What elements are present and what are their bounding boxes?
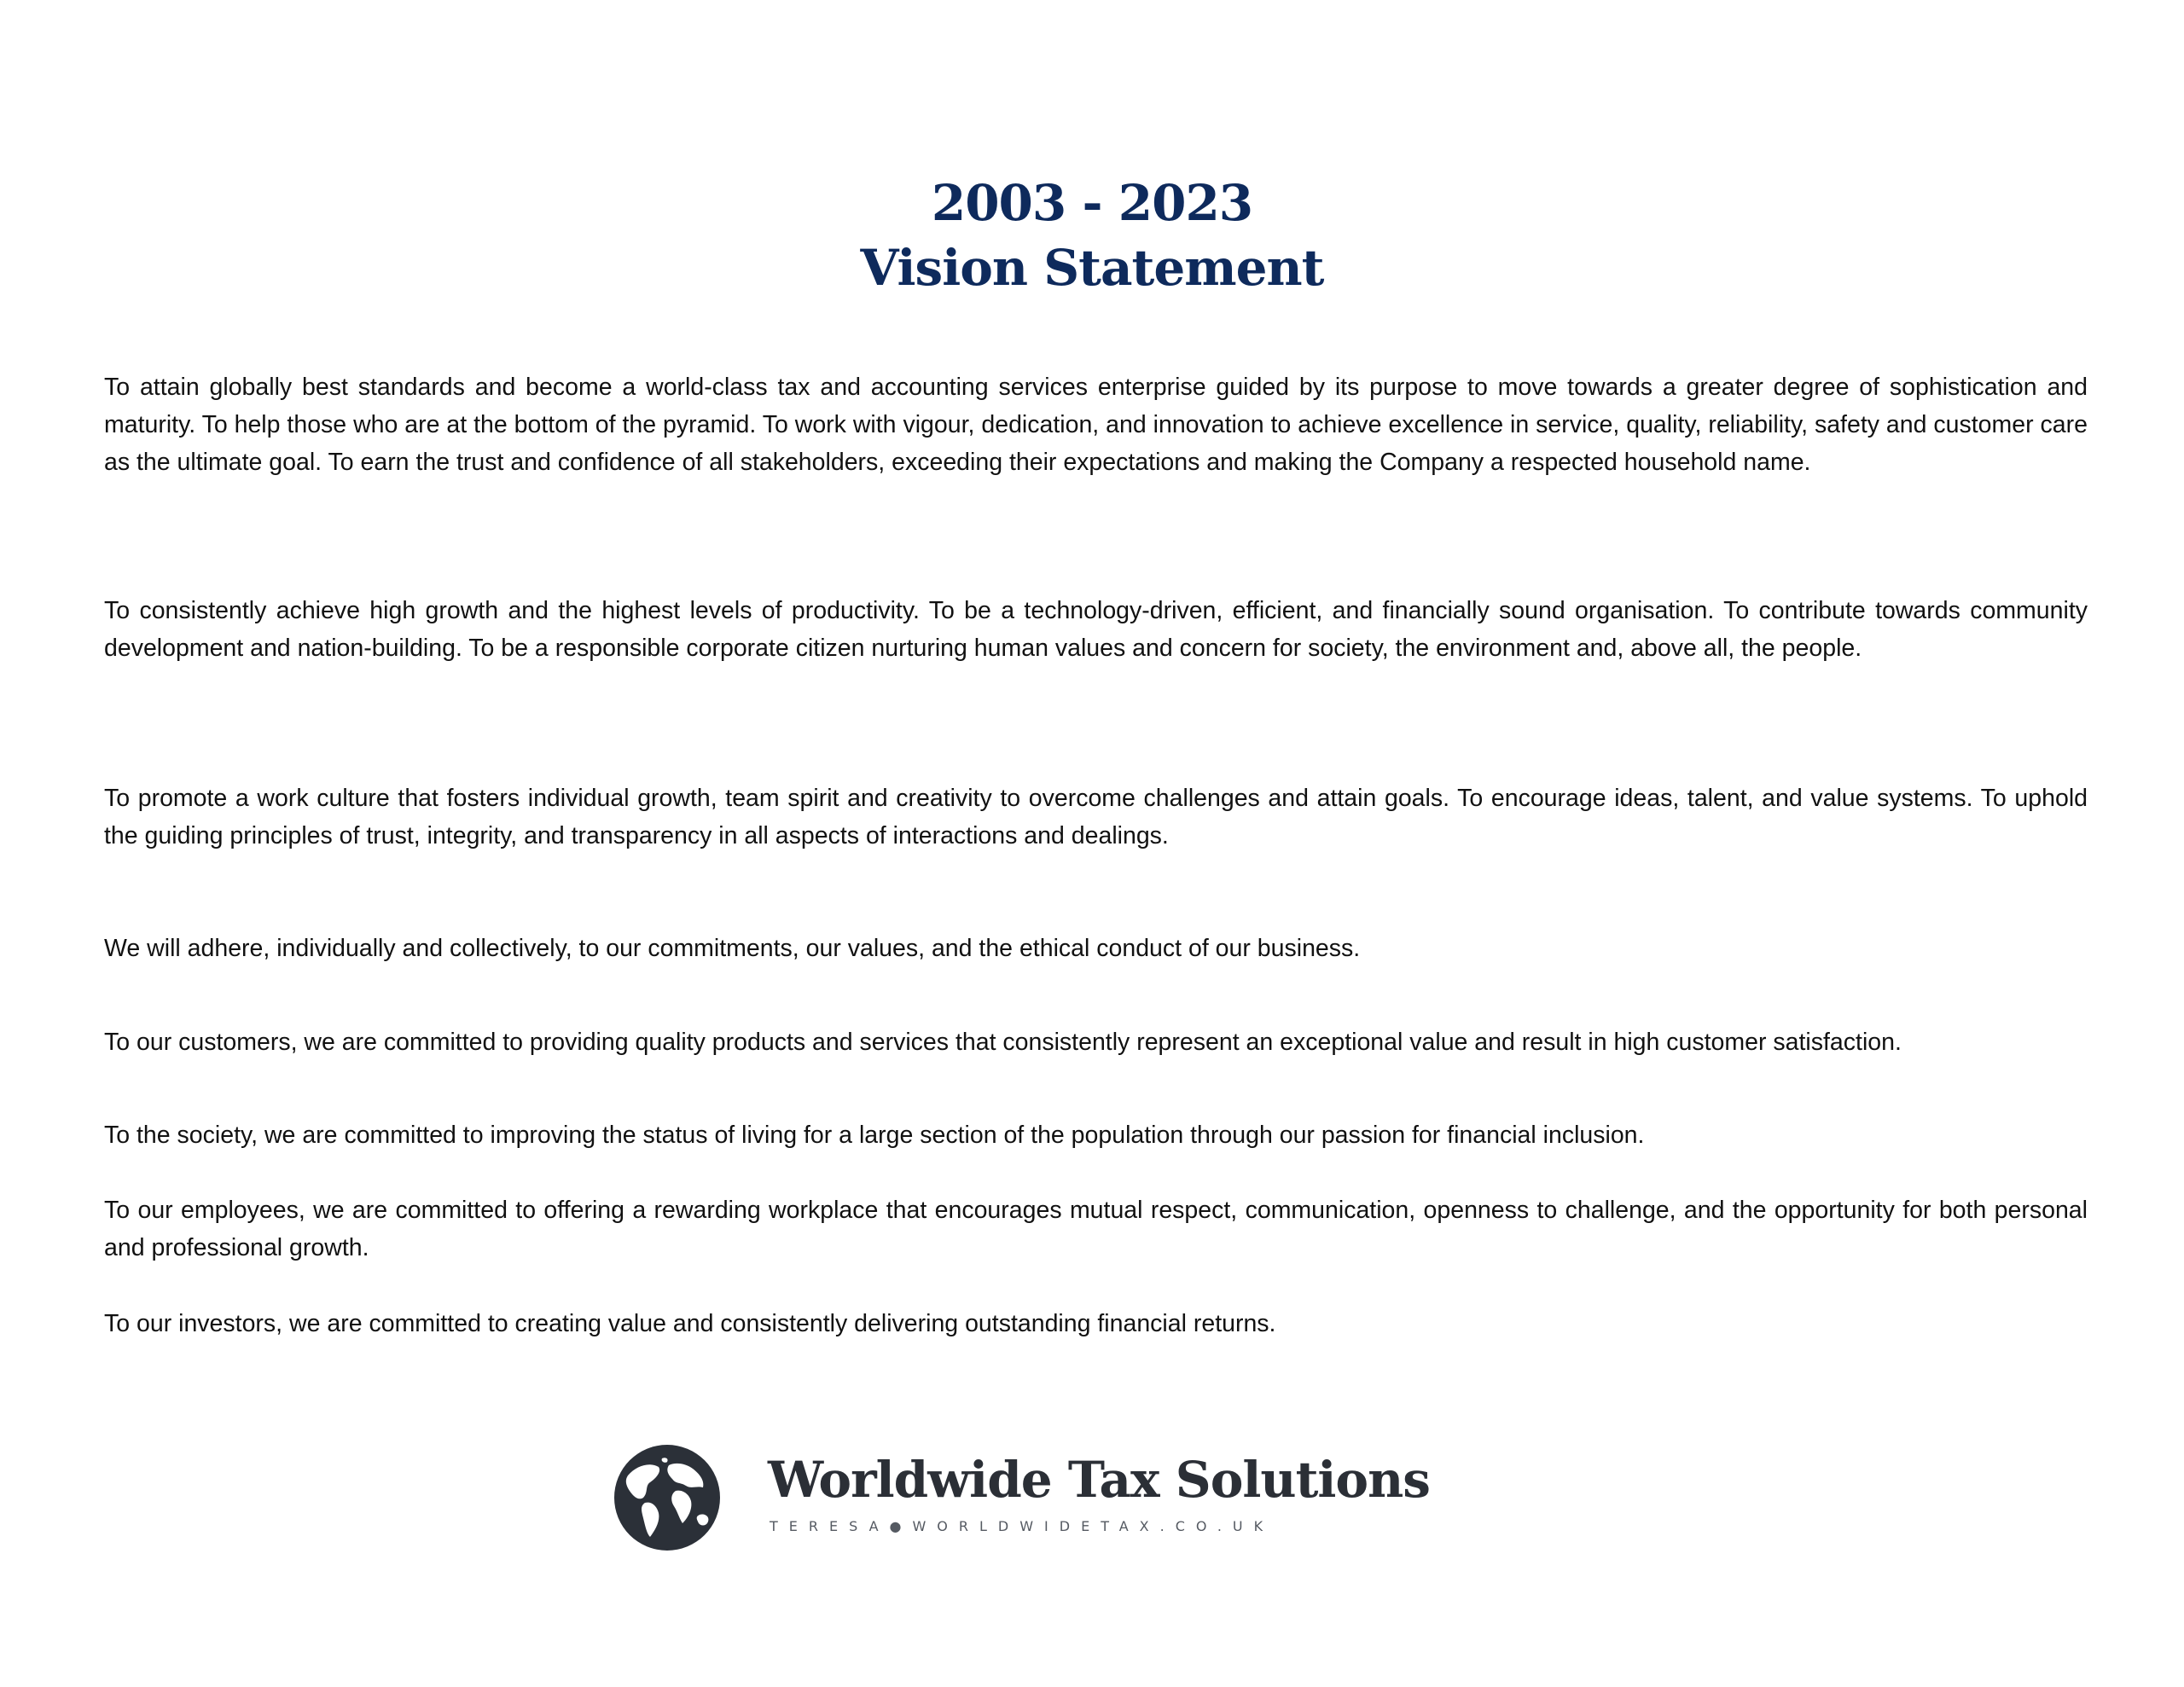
paragraph-growth: To consistently achieve high growth and the highest levels of productivity. To be a technology-driven, efficient, and financially sound organisation. To contribute towards community development and nation-building. To be a responsible corporate citizen nurturing human values and concern for society, the environment and, above all, the people.	[104, 597, 2088, 662]
paragraph-vision: To attain globally best standards and become a world-class tax and accounting services enterprise guided by its purpose to move towards a greater degree of sophistication and maturity. To help those who are at the bottom of the pyramid. To work with vigour, dedication, and innovation to achieve excellence in service, quality, reliability, safety and customer care as the ultimate goal. To earn the trust and confidence of all stakeholders, exceeding their expectations and making the Company a respected household name.	[104, 374, 2088, 476]
paragraph-customers: To our customers, we are committed to providing quality products and services that consistently represent an exceptional value and result in high customer satisfaction.	[104, 1029, 1902, 1056]
logo-company-name: Worldwide Tax Solutions	[768, 1451, 1430, 1509]
company-logo	[611, 1441, 1464, 1552]
globe-icon	[611, 1441, 723, 1554]
title-years: 2003 - 2023	[931, 174, 1253, 232]
title-block	[0, 171, 2184, 300]
paragraph-investors: To our investors, we are committed to creating value and consistently delivering outstanding financial returns.	[104, 1310, 1276, 1337]
paragraph-employees: To our employees, we are committed to offering a rewarding workplace that encourages mutual respect, communication, openness to challenge, and the opportunity for both personal and professional growth.	[104, 1197, 2088, 1261]
page-title: Vision Statement	[860, 239, 1324, 297]
paragraph-society: To the society, we are committed to improving the status of living for a large section of the population through our passion for financial inclusion.	[104, 1122, 1645, 1149]
logo-email: TERESA●WORLDWIDETAX.CO.UK	[770, 1518, 1275, 1534]
paragraph-commitment: We will adhere, individually and collectively, to our commitments, our values, and the ethical conduct of our business.	[104, 935, 1361, 962]
paragraph-culture: To promote a work culture that fosters individual growth, team spirit and creativity to overcome challenges and attain goals. To encourage ideas, talent, and value systems. To uphold the guiding principles of trust, integrity, and transparency in all aspects of interactions and dealings.	[104, 785, 2088, 849]
